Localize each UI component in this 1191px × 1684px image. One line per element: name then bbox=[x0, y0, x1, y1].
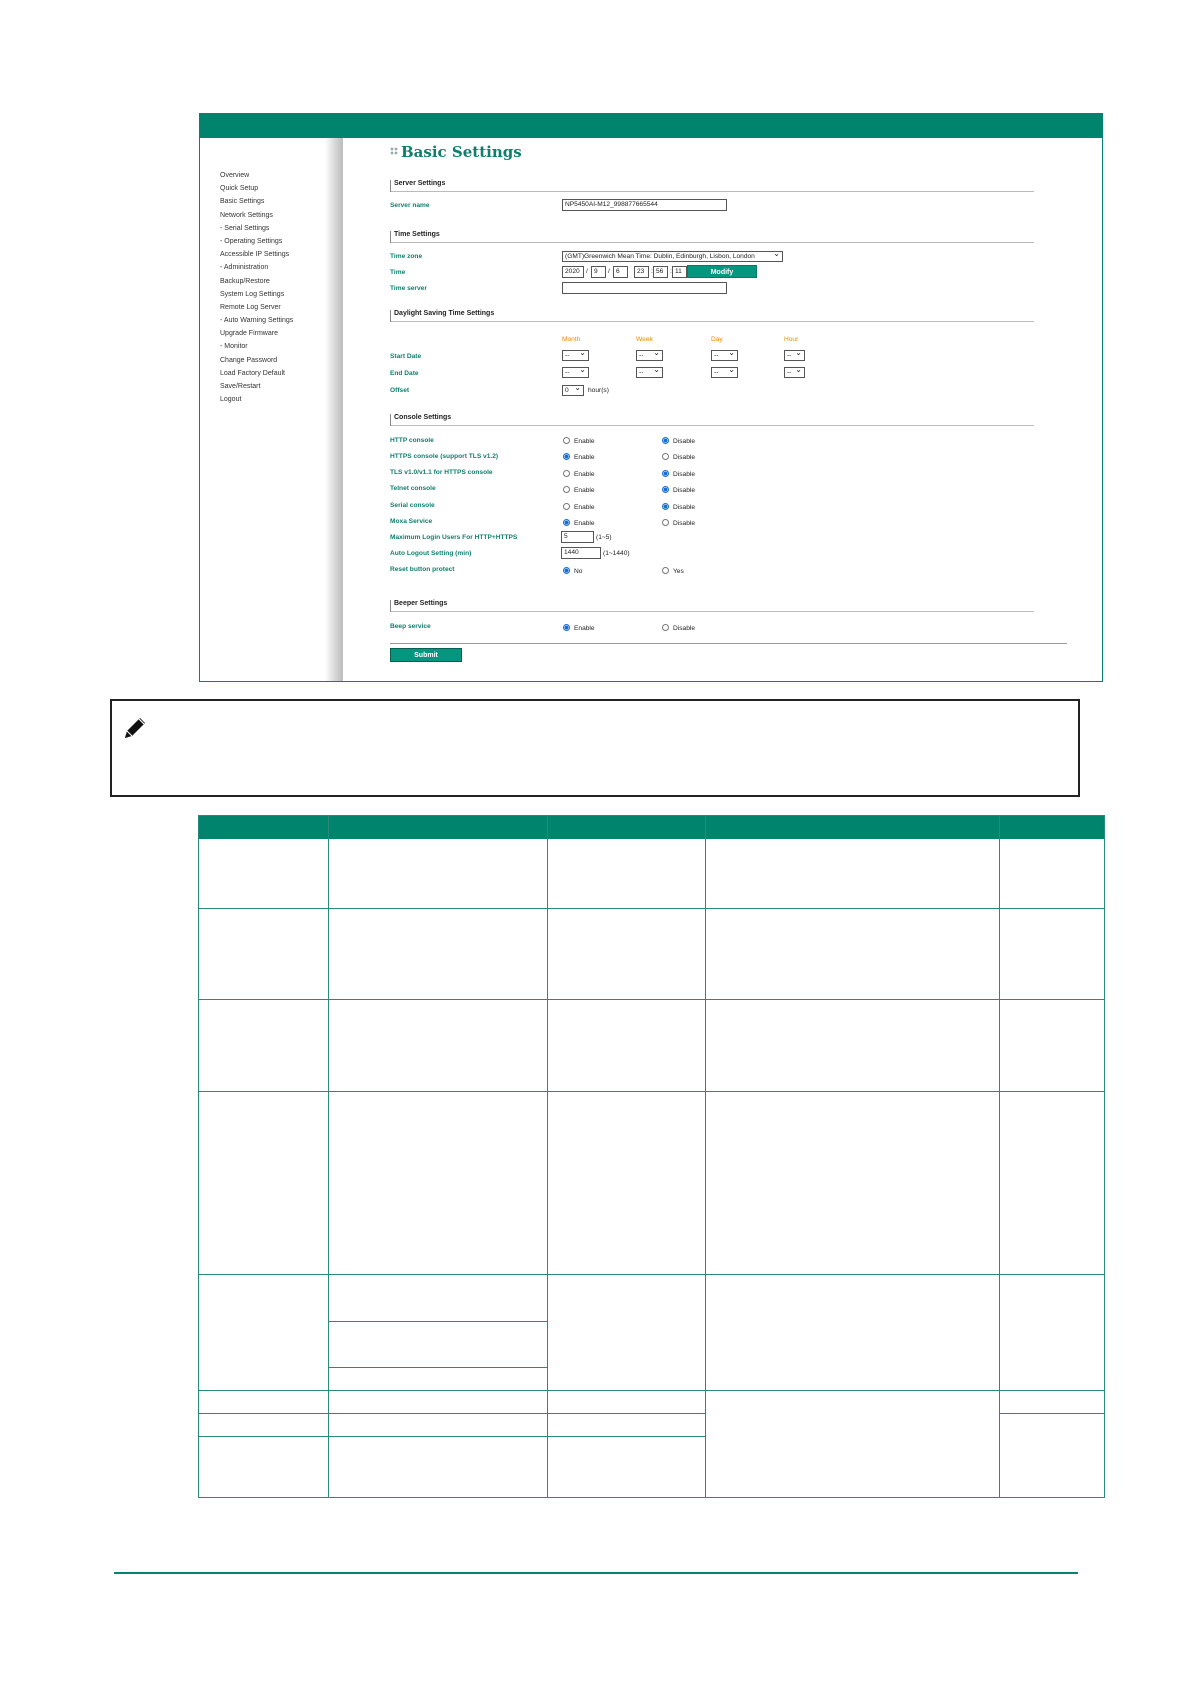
sidebar-item-system-log[interactable]: System Log Settings bbox=[220, 290, 285, 298]
dst-end-month-select[interactable]: -- ⌄ bbox=[562, 367, 589, 378]
dst-end-week-select[interactable]: -- ⌄ bbox=[636, 367, 663, 378]
dst-col-month: Month bbox=[562, 336, 581, 343]
settings-table bbox=[198, 815, 1105, 1498]
radio-unchecked-icon bbox=[662, 567, 669, 574]
dst-start-day-select[interactable]: -- ⌄ bbox=[711, 350, 738, 361]
serial-enable-radio[interactable]: Enable bbox=[563, 503, 595, 511]
reset-protect-yes-radio[interactable]: Yes bbox=[662, 567, 684, 575]
max-login-range: (1~5) bbox=[596, 534, 612, 541]
section-dst-settings: Daylight Saving Time Settings bbox=[390, 310, 1034, 322]
radio-checked-icon bbox=[662, 503, 669, 510]
tls-label: TLS v1.0/v1.1 for HTTPS console bbox=[390, 469, 493, 476]
table-row-divider bbox=[199, 1390, 1105, 1391]
telnet-disable-radio[interactable]: Disable bbox=[662, 486, 695, 494]
radio-checked-icon bbox=[563, 453, 570, 460]
table-col-divider bbox=[705, 816, 706, 1498]
sidebar-item-serial-settings[interactable]: - Serial Settings bbox=[220, 224, 270, 232]
month-input[interactable]: 9 bbox=[591, 266, 606, 278]
table-row-divider bbox=[199, 1091, 1105, 1092]
radio-unchecked-icon bbox=[662, 624, 669, 631]
dst-offset-unit: hour(s) bbox=[588, 387, 609, 394]
table-row-divider bbox=[999, 1413, 1105, 1414]
minute-input[interactable]: 56 bbox=[653, 266, 668, 278]
sidebar-item-administration[interactable]: - Administration bbox=[220, 264, 269, 272]
https-console-disable-radio[interactable]: Disable bbox=[662, 453, 695, 461]
sidebar-item-operating-settings[interactable]: - Operating Settings bbox=[220, 237, 283, 245]
radio-unchecked-icon bbox=[563, 503, 570, 510]
modify-button[interactable]: Modify bbox=[687, 265, 757, 278]
table-col-divider bbox=[328, 816, 329, 1498]
moxa-disable-radio[interactable]: Disable bbox=[662, 519, 695, 527]
radio-checked-icon bbox=[662, 486, 669, 493]
section-time-settings: Time Settings bbox=[390, 231, 1034, 243]
sidebar-item-upgrade-firmware[interactable]: Upgrade Firmware bbox=[220, 330, 278, 338]
sidebar-item-auto-warning[interactable]: - Auto Warning Settings bbox=[220, 317, 294, 325]
reset-protect-label: Reset button protect bbox=[390, 566, 455, 573]
auto-logout-range: (1~1440) bbox=[603, 550, 630, 557]
http-console-disable-radio[interactable]: Disable bbox=[662, 437, 695, 445]
radio-checked-icon bbox=[563, 567, 570, 574]
table-row-divider bbox=[199, 1436, 705, 1437]
sidebar-nav bbox=[220, 169, 293, 406]
note-box bbox=[110, 699, 1080, 797]
telnet-console-label: Telnet console bbox=[390, 485, 436, 492]
beep-enable-radio[interactable]: Enable bbox=[563, 624, 595, 632]
time-zone-label: Time zone bbox=[390, 253, 423, 260]
dst-end-day-select[interactable]: -- ⌄ bbox=[711, 367, 738, 378]
table-subrow-divider bbox=[328, 1367, 547, 1368]
max-login-input[interactable]: 5 bbox=[561, 531, 594, 543]
section-console-settings: Console Settings bbox=[390, 414, 1034, 426]
table-row-divider bbox=[199, 908, 1105, 909]
pencil-icon bbox=[120, 713, 150, 743]
time-separator: : bbox=[670, 268, 672, 275]
moxa-enable-radio[interactable]: Enable bbox=[563, 519, 595, 527]
server-name-label: Server name bbox=[390, 202, 430, 209]
dst-start-label: Start Date bbox=[390, 353, 422, 360]
https-console-enable-radio[interactable]: Enable bbox=[563, 453, 595, 461]
dst-col-week: Week bbox=[636, 336, 653, 343]
sidebar-item-backup-restore[interactable]: Backup/Restore bbox=[220, 277, 270, 285]
second-input[interactable]: 11 bbox=[672, 266, 687, 278]
radio-checked-icon bbox=[662, 470, 669, 477]
auto-logout-input[interactable]: 1440 bbox=[561, 547, 601, 559]
reset-protect-no-radio[interactable]: No bbox=[563, 567, 582, 575]
dst-offset-label: Offset bbox=[390, 387, 410, 394]
dst-col-day: Day bbox=[711, 336, 723, 343]
time-separator: : bbox=[651, 268, 653, 275]
tls-enable-radio[interactable]: Enable bbox=[563, 470, 595, 478]
time-label: Time bbox=[390, 269, 406, 276]
dst-offset-select[interactable]: 0 ⌄ bbox=[562, 385, 584, 396]
radio-unchecked-icon bbox=[563, 486, 570, 493]
radio-unchecked-icon bbox=[662, 519, 669, 526]
time-server-label: Time server bbox=[390, 285, 427, 292]
table-col-divider bbox=[999, 816, 1000, 1498]
radio-checked-icon bbox=[563, 624, 570, 631]
date-separator: / bbox=[608, 268, 610, 275]
radio-unchecked-icon bbox=[662, 453, 669, 460]
radio-unchecked-icon bbox=[563, 437, 570, 444]
dst-col-hour: Hour bbox=[784, 336, 799, 343]
footer-rule bbox=[114, 1572, 1078, 1574]
table-row-divider bbox=[199, 999, 1105, 1000]
web-console-screenshot bbox=[199, 113, 1103, 682]
http-console-label: HTTP console bbox=[390, 437, 434, 444]
section-beeper-settings: Beeper Settings bbox=[390, 600, 1034, 612]
sidebar-item-save-restart[interactable]: Save/Restart bbox=[220, 383, 261, 390]
auto-logout-label: Auto Logout Setting (min) bbox=[390, 550, 472, 557]
footer-divider bbox=[390, 643, 1067, 644]
day-input[interactable]: 6 bbox=[613, 266, 628, 278]
beep-disable-radio[interactable]: Disable bbox=[662, 624, 695, 632]
max-login-label: Maximum Login Users For HTTP+HTTPS bbox=[390, 534, 518, 541]
sidebar-divider bbox=[325, 138, 343, 681]
http-console-enable-radio[interactable]: Enable bbox=[563, 437, 595, 445]
server-name-input[interactable]: NP5450AI-M12_998877665544 bbox=[562, 199, 727, 211]
moxa-service-label: Moxa Service bbox=[390, 518, 433, 525]
https-console-label: HTTPS console (support TLS v1.2) bbox=[390, 453, 499, 460]
sidebar-item-overview[interactable]: Overview bbox=[220, 172, 250, 179]
table-row-divider bbox=[199, 1274, 1105, 1275]
serial-disable-radio[interactable]: Disable bbox=[662, 503, 695, 511]
sidebar-item-basic-settings[interactable]: Basic Settings bbox=[220, 198, 265, 206]
radio-checked-icon bbox=[662, 437, 669, 444]
sidebar-item-accessible-ip[interactable]: Accessible IP Settings bbox=[220, 251, 290, 259]
section-server-settings: Server Settings bbox=[390, 180, 1034, 192]
sidebar-item-logout[interactable]: Logout bbox=[220, 396, 242, 404]
table-subrow-divider bbox=[328, 1321, 547, 1322]
dst-start-week-select[interactable]: -- ⌄ bbox=[636, 350, 663, 361]
telnet-enable-radio[interactable]: Enable bbox=[563, 486, 595, 494]
date-separator: / bbox=[586, 268, 588, 275]
time-zone-select[interactable]: (GMT)Greenwich Mean Time: Dublin, Edinburgh, Lisbon, London ⌄ bbox=[562, 251, 783, 262]
submit-button[interactable]: Submit bbox=[390, 648, 462, 662]
serial-console-label: Serial console bbox=[390, 502, 435, 509]
radio-unchecked-icon bbox=[563, 470, 570, 477]
page-title: Basic Settings bbox=[390, 143, 522, 161]
main-content bbox=[390, 114, 1102, 681]
sidebar-item-load-factory-default[interactable]: Load Factory Default bbox=[220, 369, 285, 377]
dst-end-label: End Date bbox=[390, 370, 419, 377]
bullet-dots-icon bbox=[390, 147, 398, 155]
sidebar-item-quick-setup[interactable]: Quick Setup bbox=[220, 185, 259, 193]
time-server-input[interactable] bbox=[562, 282, 727, 294]
sidebar-item-monitor[interactable]: - Monitor bbox=[220, 343, 248, 351]
table-row-divider bbox=[199, 1413, 705, 1414]
sidebar-item-remote-log[interactable]: Remote Log Server bbox=[220, 303, 281, 311]
year-input[interactable]: 2020 bbox=[562, 266, 584, 278]
beep-service-label: Beep service bbox=[390, 623, 431, 630]
dst-start-month-select[interactable]: -- ⌄ bbox=[562, 350, 589, 361]
dst-end-hour-select[interactable]: -- ⌄ bbox=[784, 367, 805, 378]
sidebar-item-change-password[interactable]: Change Password bbox=[220, 356, 278, 364]
hour-input[interactable]: 23 bbox=[634, 266, 649, 278]
sidebar-item-network-settings[interactable]: Network Settings bbox=[220, 211, 273, 219]
tls-disable-radio[interactable]: Disable bbox=[662, 470, 695, 478]
table-col-divider bbox=[547, 816, 548, 1498]
dst-start-hour-select[interactable]: -- ⌄ bbox=[784, 350, 805, 361]
radio-checked-icon bbox=[563, 519, 570, 526]
table-header bbox=[199, 816, 1104, 839]
